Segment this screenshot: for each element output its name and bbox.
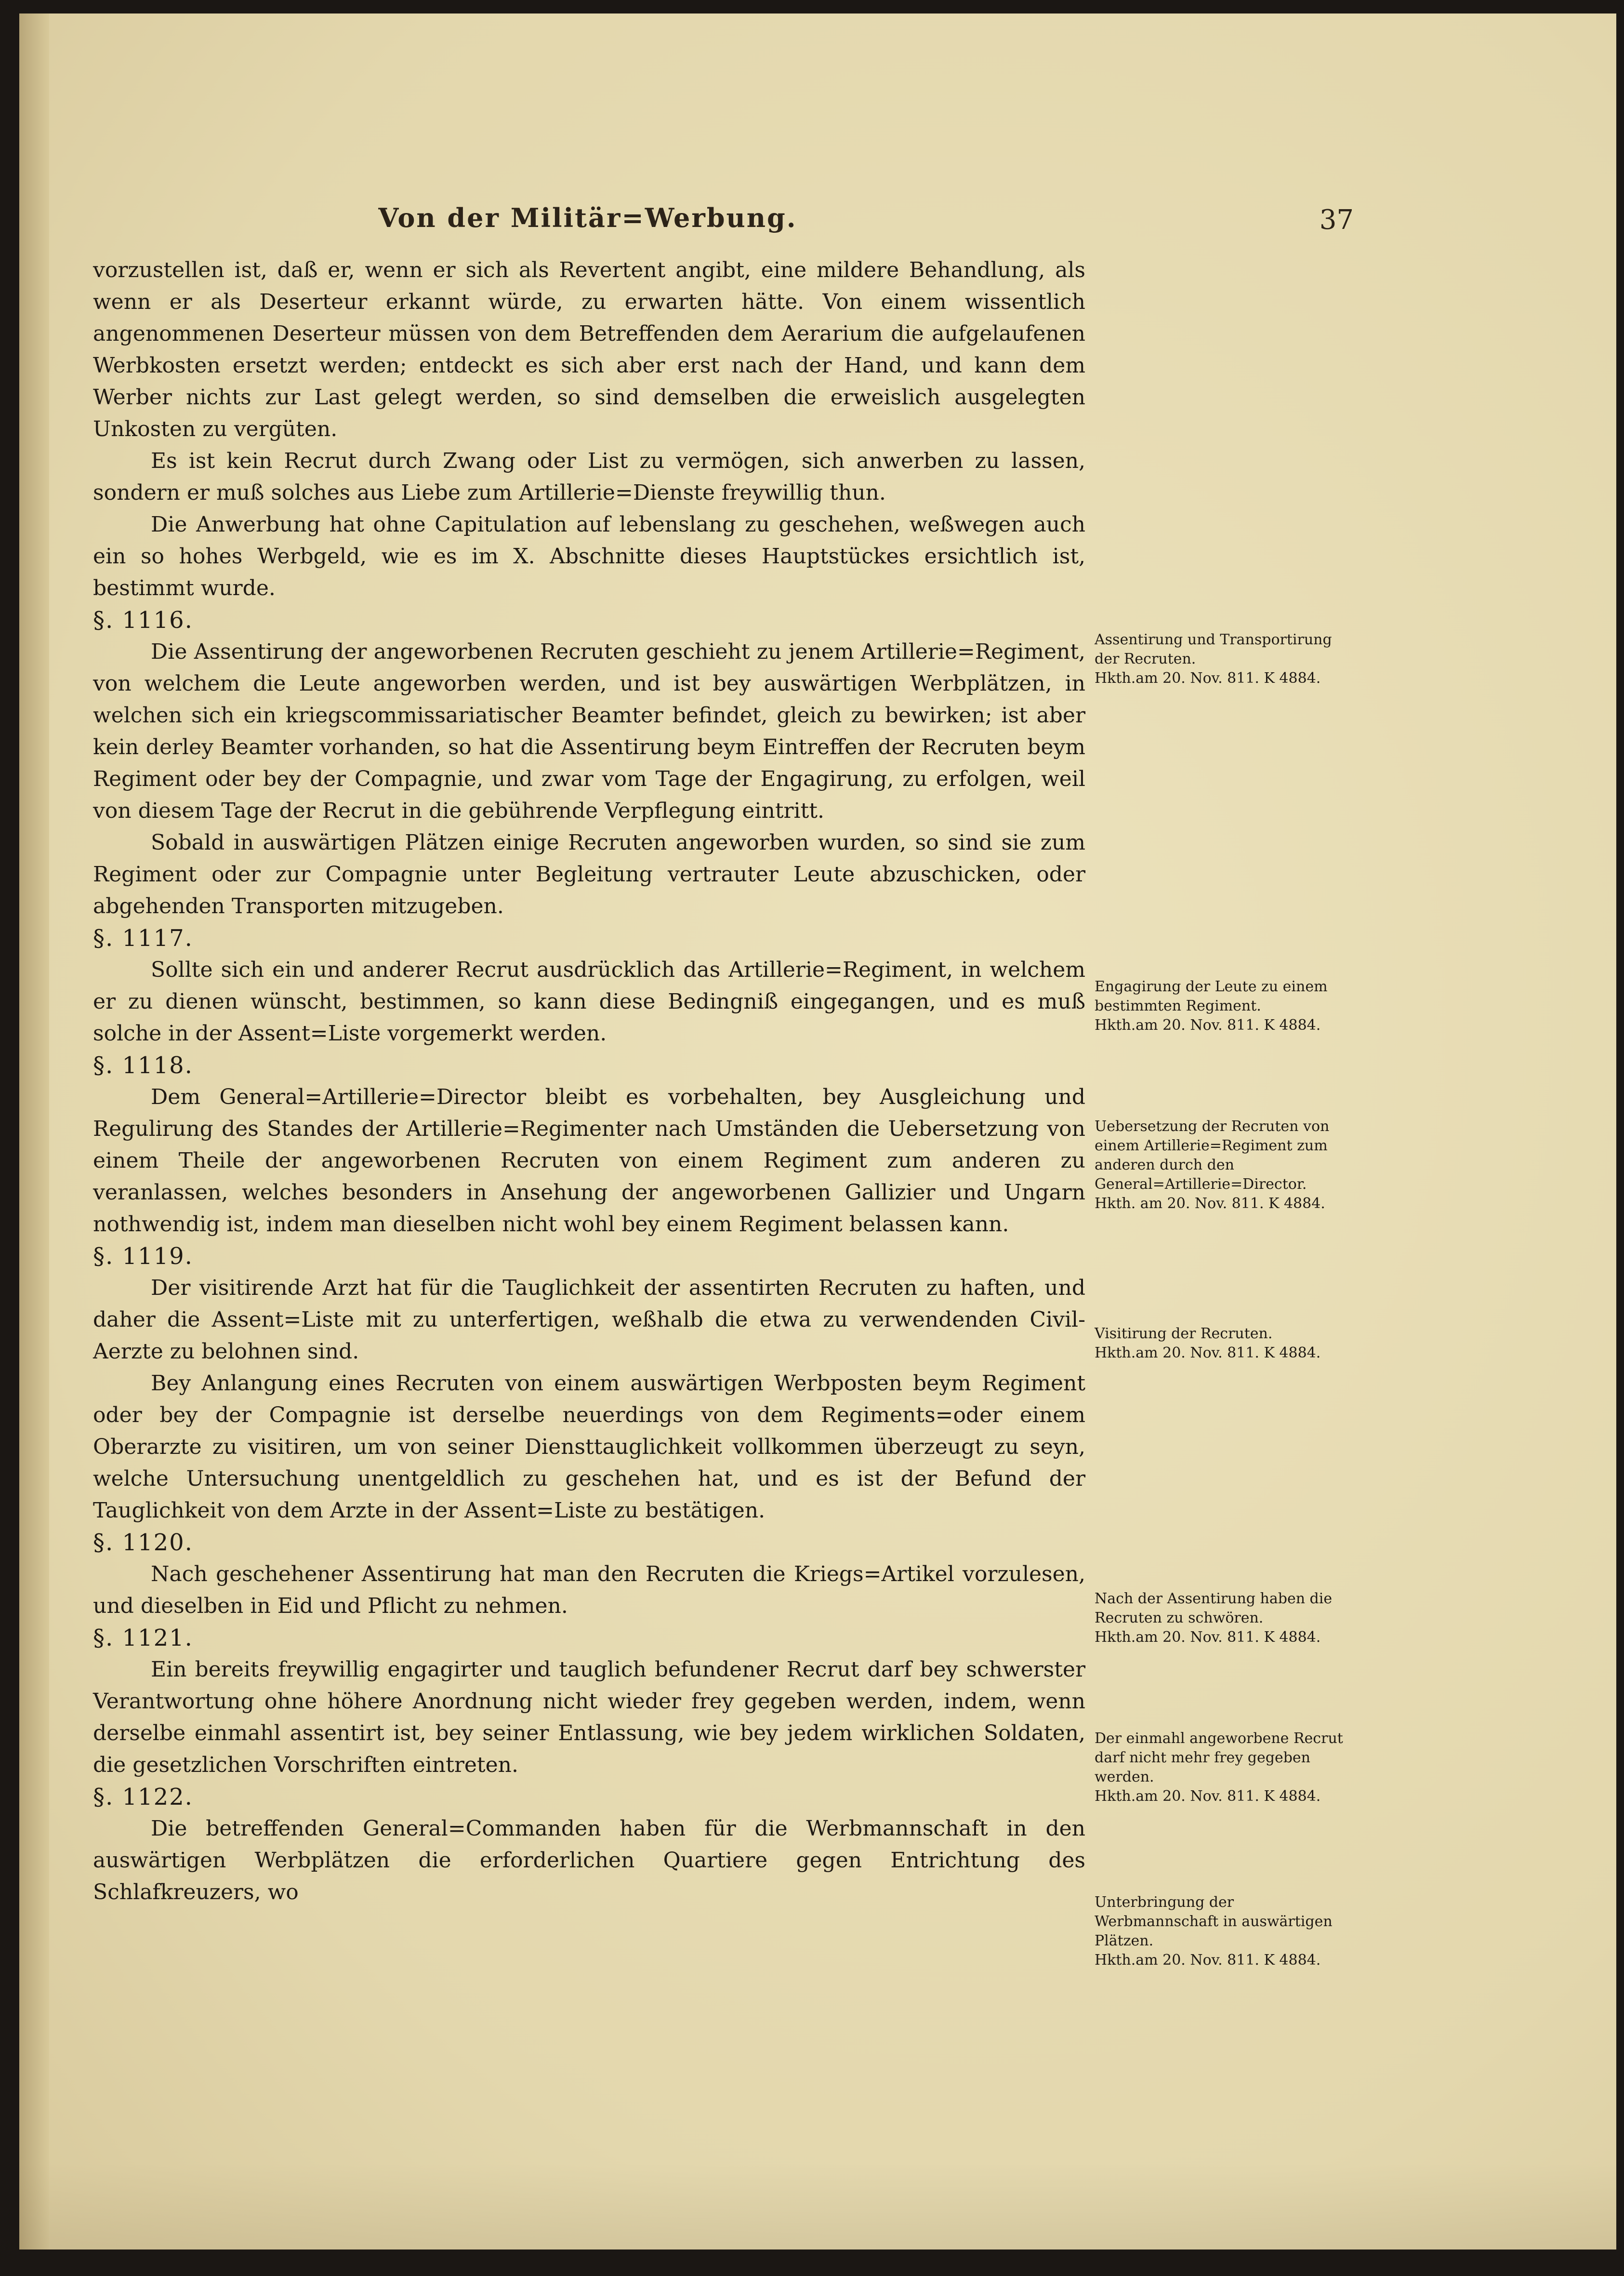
margin-note-reference: Hkth.am 20. Nov. 811. K 4884.	[1095, 1788, 1321, 1805]
paragraph: Sobald in auswärtigen Plätzen einige Recruten angeworben wurden, so sind sie zum Regiment oder zur Compagnie unter Begleitung vertrauter Leute abzuschicken, oder abgehenden Transporten mitzugeben.	[93, 830, 1085, 918]
section-heading-1119: §. 1119.	[93, 1243, 193, 1270]
book-page	[19, 13, 1616, 2249]
margin-note-1119	[1095, 1324, 1345, 1363]
margin-note-reference: Hkth.am 20. Nov. 811. K 4884.	[1095, 1017, 1321, 1034]
paragraph: Dem General=Artillerie=Director bleibt es vorbehalten, bey Ausgleichung und Regulirung des Standes der Artillerie=Regimenter nach Umständen die Uebersetzung von einem Theile der angeworbenen Recruten von einem Regiment zum anderen zu veranlassen, welches besonders in Ansehung der angeworbenen Gallizier und Ungarn nothwendig ist, indem man dieselben nicht wohl bey einem Regiment belassen kann.	[93, 1085, 1085, 1237]
paragraph: Nach geschehener Assentirung hat man den Recruten die Kriegs=Artikel vorzulesen, und dieselben in Eid und Pflicht zu nehmen.	[93, 1562, 1085, 1618]
page-number: 37	[1319, 204, 1354, 236]
paragraph: Es ist kein Recrut durch Zwang oder List zu vermögen, sich anwerben zu lassen, sondern er muß solches aus Liebe zum Artillerie=Dienste freywillig thun.	[93, 449, 1085, 505]
section-heading-1120: §. 1120.	[93, 1529, 193, 1556]
paragraph: Der visitirende Arzt hat für die Tauglichkeit der assentirten Recruten zu haften, und daher die Assent=Liste mit zu unterfertigen, weßhalb die etwa zu verwendenden Civil-Aerzte zu belohnen sind.	[93, 1276, 1085, 1364]
margin-note-reference: Hkth.am 20. Nov. 811. K 4884.	[1095, 1629, 1321, 1646]
margin-note-text: Nach der Assentirung haben die Recruten zu schwören.	[1095, 1590, 1333, 1626]
paragraph: Die betreffenden General=Commanden haben für die Werbmannschaft in den auswärtigen Werbplätzen die erforderlichen Quartiere gegen Entrichtung des Schlafkreuzers, wo	[93, 1816, 1085, 1904]
running-title: Von der Militär=Werbung.	[378, 202, 797, 233]
margin-note-text: Unterbringung der Werbmannschaft in auswärtigen Plätzen.	[1095, 1894, 1333, 1949]
margin-note-reference: Hkth.am 20. Nov. 811. K 4884.	[1095, 1344, 1321, 1361]
margin-note-reference: Hkth.am 20. Nov. 811. K 4884.	[1095, 1952, 1321, 1969]
margin-note-1118	[1095, 1117, 1345, 1213]
margin-note-reference: Hkth. am 20. Nov. 811. K 4884.	[1095, 1195, 1325, 1212]
section-heading-1116: §. 1116.	[93, 607, 193, 634]
margin-note-text: Assentirung und Transportirung der Recruten.	[1095, 631, 1332, 667]
margin-note-text: Visitirung der Recruten.	[1095, 1325, 1273, 1342]
margin-note-text: Uebersetzung der Recruten von einem Artillerie=Regiment zum anderen durch den General=Artillerie=Director.	[1095, 1118, 1330, 1193]
section-heading-1122: §. 1122.	[93, 1784, 193, 1810]
margin-note-1116	[1095, 630, 1345, 688]
page-gutter	[19, 13, 49, 2249]
margin-note-1122	[1095, 1893, 1345, 1970]
section-heading-1118: §. 1118.	[93, 1052, 193, 1079]
margin-note-1120	[1095, 1589, 1345, 1647]
paragraph: vorzustellen ist, daß er, wenn er sich als Revertent angibt, eine mildere Behandlung, als wenn er als Deserteur erkannt würde, zu erwarten hätte. Von einem wissentlich angenommenen Deserteur müssen von dem Betreffenden dem Aerarium die aufgelaufenen Werbkosten ersetzt werden; entdeckt es sich aber erst nach der Hand, und kann dem Werber nichts zur Last gelegt werden, so sind demselben die erweislich ausgelegten Unkosten zu vergüten.	[93, 258, 1085, 441]
margin-note-reference: Hkth.am 20. Nov. 811. K 4884.	[1095, 670, 1321, 687]
paragraph: Die Anwerbung hat ohne Capitulation auf lebenslang zu geschehen, weßwegen auch ein so hohes Werbgeld, wie es im X. Abschnitte dieses Hauptstückes ersichtlich ist, bestimmt wurde.	[93, 512, 1085, 600]
margin-note-text: Engagirung der Leute zu einem bestimmten Regiment.	[1095, 978, 1328, 1014]
paragraph: Die Assentirung der angeworbenen Recruten geschieht zu jenem Artillerie=Regiment, von welchem die Leute angeworben werden, und ist bey auswärtigen Werbplätzen, in welchen sich ein kriegscommissariatischer Beamter befindet, gleich zu bewirken; ist aber kein derley Beamter vorhanden, so hat die Assentirung beym Eintreffen der Recruten beym Regiment oder bey der Compagnie, und zwar vom Tage der Engagirung, zu erfolgen, weil von diesem Tage der Recrut in die gebührende Verpflegung eintritt.	[93, 639, 1085, 823]
paragraph: Bey Anlangung eines Recruten von einem auswärtigen Werbposten beym Regiment oder bey der Compagnie ist derselbe neuerdings von dem Regiments=oder einem Oberarzte zu visitiren, um von seiner Diensttauglichkeit vollkommen überzeugt zu seyn, welche Untersuchung unentgeldlich zu geschehen hat, und es ist der Befund der Tauglichkeit von dem Arzte in der Assent=Liste zu bestätigen.	[93, 1371, 1085, 1523]
paragraph: Ein bereits freywillig engagirter und tauglich befundener Recrut darf bey schwerster Verantwortung ohne höhere Anordnung nicht wieder frey gegeben werden, indem, wenn derselbe einmahl assentirt ist, bey seiner Entlassung, wie bey jedem wirklichen Soldaten, die gesetzlichen Vorschriften eintreten.	[93, 1657, 1085, 1777]
paragraph: Sollte sich ein und anderer Recrut ausdrücklich das Artillerie=Regiment, in welchem er zu dienen wünscht, bestimmen, so kann diese Bedingniß eingegangen, und es muß solche in der Assent=Liste vorgemerkt werden.	[93, 958, 1085, 1046]
section-heading-1121: §. 1121.	[93, 1624, 193, 1651]
margin-note-text: Der einmahl angeworbene Recrut darf nicht mehr frey gegeben werden.	[1095, 1730, 1343, 1785]
margin-note-1121	[1095, 1729, 1345, 1806]
page-shadow	[19, 2163, 1616, 2249]
margin-note-1117	[1095, 977, 1345, 1035]
main-text	[93, 254, 1085, 1908]
section-heading-1117: §. 1117.	[93, 925, 193, 952]
